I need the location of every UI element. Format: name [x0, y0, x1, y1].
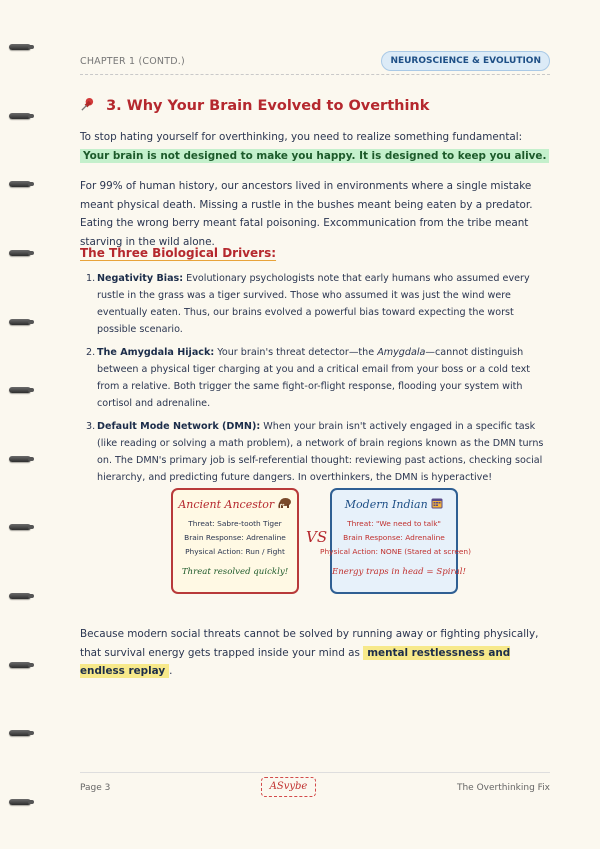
- closing-text: Because modern social threats cannot be solved by running away or fighting physically, that survival energy gets trapped inside your mind as: [80, 628, 539, 659]
- spiral-ring: [9, 181, 31, 187]
- spiral-ring: [9, 593, 31, 599]
- card-title-text: Modern Indian: [344, 498, 428, 511]
- drivers-list: [80, 270, 550, 492]
- page-footer: [80, 772, 550, 803]
- spiral-ring: [9, 319, 31, 325]
- spiral-ring: [9, 113, 31, 119]
- ancient-ancestor-card: [171, 488, 299, 594]
- intro-text: To stop hating yourself for overthinking, you need to realize something fundamental:: [80, 131, 523, 143]
- driver-text: —cannot distinguish between a physical tiger charging at you and a critical email from your boss or a cold text from a relative. Both trigger the same fight-or-flight response, flooding your system with cortisol and adrenaline.: [97, 347, 531, 409]
- spiral-ring: [9, 799, 31, 805]
- driver-label: Default Mode Network (DMN):: [97, 421, 261, 432]
- list-number: 3.: [86, 421, 96, 432]
- card-title: [332, 497, 456, 511]
- driver-text: When your brain isn't actively engaged in a specific task (like reading or solving a math problem), a network of brain regions known as the DMN turns on. The DMN's primary job is self-referential thought: reviewing past actions, checking social hierarchy, and predicting future dangers. In overthinkers, the DMN is hyperactive!: [97, 421, 544, 483]
- card-result: Energy traps in head = Spiral!: [332, 567, 466, 577]
- history-paragraph: For 99% of human history, our ancestors lived in environments where a single mistake meant physical death. Missing a rustle in the bushes meant being eaten by a predator. Eating the wrong berry meant fatal poisoning. Excommunication from the tribe meant starving in the wild alone.: [80, 180, 533, 248]
- list-number: 1.: [86, 273, 96, 284]
- intro-paragraph: [80, 128, 550, 165]
- spiral-ring: [9, 250, 31, 256]
- intro-highlight: Your brain is not designed to make you happy. It is designed to keep you alive.: [80, 149, 549, 163]
- book-title: The Overthinking Fix: [456, 783, 550, 793]
- topic-badge: NEUROSCIENCE & EVOLUTION: [381, 51, 550, 71]
- page-header: [80, 50, 550, 75]
- card-title-text: Ancient Ancestor: [178, 498, 275, 511]
- list-number: 2.: [86, 347, 96, 358]
- page-number: Page 3: [80, 783, 111, 793]
- brand-logo: ASvybe: [261, 777, 316, 797]
- closing-paragraph: [80, 625, 550, 681]
- drivers-heading: The Three Biological Drivers:: [80, 246, 277, 260]
- spiral-ring: [9, 662, 31, 668]
- versus-label: VS: [306, 528, 328, 546]
- card-threat: Threat: Sabre-tooth Tiger: [188, 519, 282, 528]
- card-threat: Threat: "We need to talk": [347, 519, 441, 528]
- list-item: [80, 418, 550, 486]
- driver-label: Negativity Bias:: [97, 273, 184, 284]
- closing-highlight: mental restlessness and endless replay: [80, 646, 511, 677]
- spiral-ring: [9, 730, 31, 736]
- driver-text: Evolutionary psychologists note that early humans who assumed every rustle in the grass was a tiger survived. Those who assumed it was just the wind were eventually eaten. Thus, our brains evolved a powerful bias toward expecting the worst possible scenario.: [97, 273, 530, 335]
- calendar-icon: [431, 498, 443, 511]
- card-result: Threat resolved quickly!: [181, 567, 289, 577]
- card-action: Physical Action: Run / Fight: [185, 547, 285, 556]
- chapter-label: CHAPTER 1 (CONTD.): [80, 56, 185, 67]
- card-response: Brain Response: Adrenaline: [343, 533, 445, 542]
- spiral-ring: [9, 387, 31, 393]
- modern-indian-card: [320, 488, 471, 594]
- card-action: Physical Action: NONE (Stared at screen): [320, 547, 471, 556]
- spiral-ring: [9, 456, 31, 462]
- section-title: [80, 97, 429, 114]
- card-title: [173, 497, 297, 511]
- spiral-ring: [9, 44, 31, 50]
- driver-text: Your brain's threat detector—the: [217, 347, 375, 358]
- pushpin-icon: [80, 98, 100, 114]
- driver-label: The Amygdala Hijack:: [97, 347, 215, 358]
- section-title-text: 3. Why Your Brain Evolved to Overthink: [106, 98, 430, 114]
- driver-text-emphasis: Amygdala: [377, 347, 426, 358]
- list-item: [80, 270, 550, 338]
- list-item: [80, 344, 550, 412]
- closing-period: .: [169, 665, 173, 677]
- card-response: Brain Response: Adrenaline: [184, 533, 286, 542]
- mammoth-icon: [278, 498, 292, 511]
- spiral-ring: [9, 524, 31, 530]
